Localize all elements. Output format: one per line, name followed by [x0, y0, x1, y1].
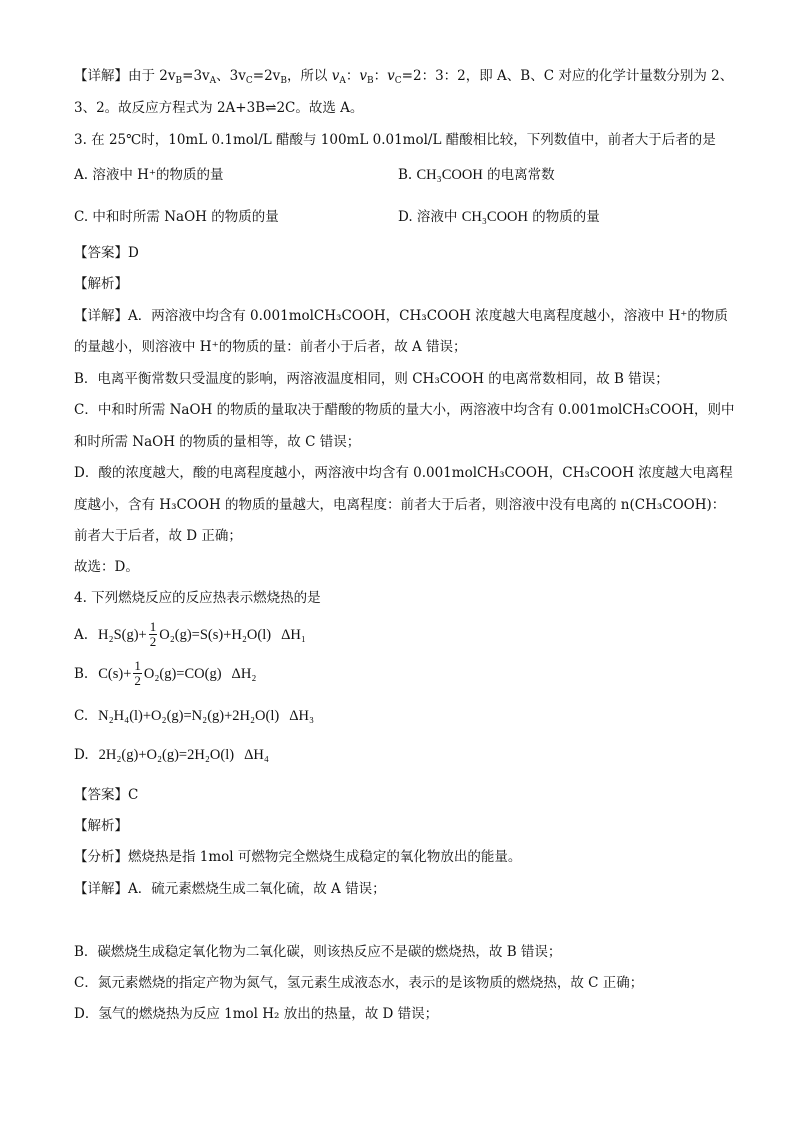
- q3-detail-7: 度越小，含有 H₃COOH 的物质的量越大，电离程度：前者大于后者，则溶液中没有电离的 n(CH₃COOH)：: [74, 497, 726, 513]
- q3-detail-4: C．中和时所需 NaOH 的物质的量取决于醋酸的物质的量大小，两溶液中均含有 0.001molCH₃COOH，则中: [74, 402, 735, 418]
- q4-option-d-dh: ΔH₄: [244, 747, 269, 763]
- q4-detail-3: C．氮元素燃烧的指定产物为氮气，氢元素生成液态水，表示的是该物质的燃烧热，故 C 正确；: [74, 975, 644, 991]
- q4-option-d-label: D.: [74, 747, 89, 763]
- q4-option-d-equation: 2H₂(g)+O₂(g)=2H₂O(l): [98, 747, 235, 763]
- q4-option-b-dh: ΔH₂: [231, 665, 257, 682]
- q4-detail-1: 【详解】A．硫元素燃烧生成二氧化硫，故 A 错误；: [74, 881, 386, 897]
- q3-detail-5: 和时所需 NaOH 的物质的量相等，故 C 错误；: [74, 434, 361, 450]
- q4-option-a: [74, 620, 306, 649]
- q4-option-b-fraction: $\frac{1}{2}$: [134, 658, 141, 688]
- q4-option-a-right: O₂(g)=S(s)+H₂O(l): [159, 626, 272, 643]
- q4-option-b: [74, 659, 256, 688]
- q3-detail-3: B．电离平衡常数只受温度的影响，两溶液温度相同，则 CH₃COOH 的电离常数相同，故 B 错误；: [74, 371, 669, 387]
- q4-option-c: [74, 706, 314, 726]
- q4-option-a-fraction: $\frac{1}{2}$: [149, 619, 157, 649]
- detail-line-1: 【详解】由于 $2v_B=3v_A$、$3v_C=2v_B$，所以 $v_A$：$v_B$：$v_C=2$：3：2，即 A、B、C 对应的化学计量数分别为 2、: [74, 68, 734, 86]
- question-4-stem: 4. 下列燃烧反应的反应热表示燃烧热的是: [74, 590, 321, 606]
- detail-line-2: 3、2。故反应方程式为 2A+3B⇌2C。故选 A。: [74, 100, 364, 116]
- q3-analysis-heading: 【解析】: [74, 276, 128, 292]
- q4-option-c-dh: ΔH₃: [289, 708, 315, 724]
- q3-detail-9: 故选：D。: [74, 559, 139, 575]
- q4-option-b-label: B.: [74, 665, 89, 682]
- q4-option-b-right: O₂(g)=CO(g): [143, 665, 222, 682]
- q3-option-b: B. CH₃COOH 的电离常数: [398, 167, 555, 183]
- q3-option-c: C. 中和时所需 NaOH 的物质的量: [74, 209, 279, 225]
- q3-detail-1: 【详解】A．两溶液中均含有 0.001molCH₃COOH，CH₃COOH 浓度越大电离程度越小，溶液中 H⁺的物质: [74, 308, 728, 324]
- q4-detail-2: B．碳燃烧生成稳定氧化物为二氧化碳，则该热反应不是碳的燃烧热，故 B 错误；: [74, 944, 562, 960]
- question-3-stem: 3. 在 25℃时，10mL 0.1mol/L 醋酸与 100mL 0.01mol/L 醋酸相比较，下列数值中，前者大于后者的是: [74, 132, 716, 148]
- q3-answer: 【答案】D: [74, 245, 139, 261]
- q3-detail-8: 前者大于后者，故 D 正确；: [74, 528, 242, 544]
- q4-analysis-heading: 【解析】: [74, 818, 128, 834]
- q4-option-a-label: A.: [74, 626, 89, 643]
- q4-option-a-left: H₂S(g)+: [98, 626, 147, 643]
- q3-option-d: D. 溶液中 CH₃COOH 的物质的量: [398, 209, 600, 225]
- q4-option-d: [74, 745, 269, 765]
- q4-option-a-dh: ΔH₁: [281, 626, 306, 643]
- q4-option-c-label: C.: [74, 708, 89, 724]
- q4-option-b-left: C(s)+: [98, 665, 132, 682]
- q3-detail-6: D．酸的浓度越大，酸的电离程度越小，两溶液中均含有 0.001molCH₃COOH，CH₃COOH 浓度越大电离程: [74, 465, 733, 481]
- q3-option-a: A. 溶液中 H⁺的物质的量: [74, 167, 224, 183]
- q3-detail-2: 的量越小，则溶液中 H⁺的物质的量：前者小于后者，故 A 错误；: [74, 339, 467, 355]
- q4-detail-4: D．氢气的燃烧热为反应 1mol H₂ 放出的热量，故 D 错误；: [74, 1006, 439, 1022]
- q4-answer: 【答案】C: [74, 787, 139, 803]
- q4-analysis-line: 【分析】燃烧热是指 1mol 可燃物完全燃烧生成稳定的氧化物放出的能量。: [74, 849, 522, 865]
- q4-option-c-equation: N₂H₄(l)+O₂(g)=N₂(g)+2H₂O(l): [98, 708, 280, 724]
